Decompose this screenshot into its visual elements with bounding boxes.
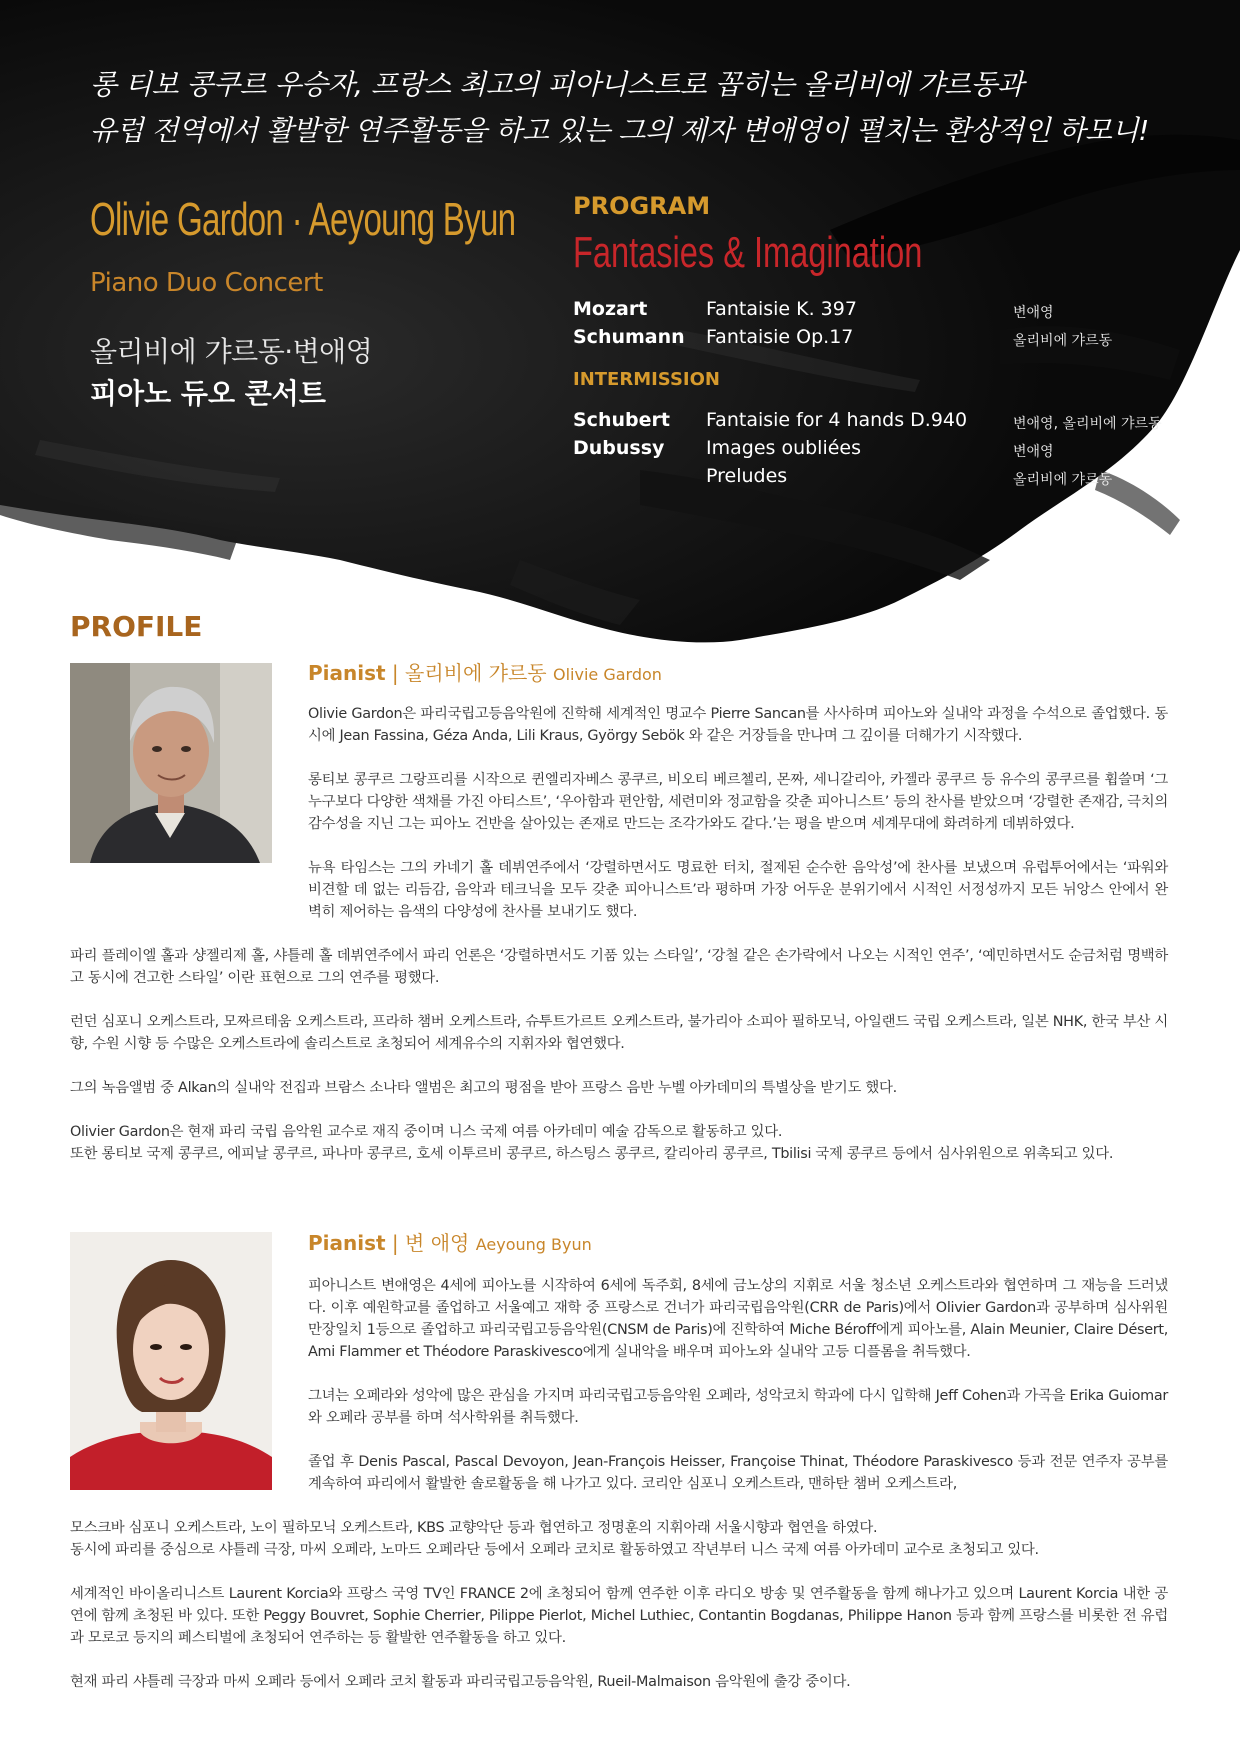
program-composer: Mozart <box>573 298 648 320</box>
program-title: Fantasies & Imagination <box>573 228 923 277</box>
gardon-bio-side <box>308 703 1168 923</box>
program-intermission: INTERMISSION <box>573 369 720 390</box>
program-performer: 올리비에 갸르동 <box>1013 333 1113 349</box>
byun-heading <box>308 1227 592 1256</box>
bio-paragraph: 그의 녹음앨범 중 Alkan의 실내악 전집과 브람스 소나타 앨범은 최고의 평점을 받아 프랑스 음반 누벨 아카데미의 특별상을 받기도 했다. <box>70 1080 897 1096</box>
gardon-heading <box>308 657 662 686</box>
bio-paragraph: 현재 파리 샤틀레 극장과 마씨 오페라 등에서 오페라 코치 활동과 파리국립고등음악원, Rueil-Malmaison 음악원에 출강 중이다. <box>70 1674 851 1690</box>
program-work: Images oubliées <box>706 437 862 459</box>
bio-paragraph: Olivier Gardon은 현재 파리 국립 음악원 교수로 재직 중이며 니스 국제 여름 아카데미 예술 감독으로 활동하고 있다. <box>70 1124 783 1140</box>
program-work: Fantaisie for 4 hands D.940 <box>706 409 968 431</box>
tagline <box>90 62 1149 154</box>
hero-banner <box>0 0 1240 660</box>
bio-paragraph: 그녀는 오페라와 성악에 많은 관심을 가지며 파리국립고등음악원 오페라, 성악코치 학과에 다시 입학해 Jeff Cohen과 가곡을 Erika Guiomar와 오페라 공부를 하며 석사학위를 취득했다. <box>308 1388 1168 1426</box>
bio-paragraph: 파리 플레이엘 홀과 샹젤리제 홀, 샤틀레 홀 데뷔연주에서 파리 언론은 ‘강렬하면서도 기품 있는 스타일’, ‘강철 같은 손가락에서 나오는 시적인 연주’, ‘예민하면서도 순금처럼 명백하고 동시에 견고한 스타일’ 이란 표현으로 그의 연주를 평했다. <box>70 948 1168 986</box>
gardon-role: Pianist <box>308 661 386 685</box>
program-work: Fantaisie K. 397 <box>706 298 857 320</box>
program-work: Fantaisie Op.17 <box>706 326 854 348</box>
bio-paragraph: 또한 롱티보 국제 콩쿠르, 에피날 콩쿠르, 파나마 콩쿠르, 호세 이투르비 콩쿠르, 하스팅스 콩쿠르, 칼리아리 콩쿠르, Tbilisi 국제 콩쿠르 등에서 심사위원으로 위촉되고 있다. <box>70 1146 1114 1162</box>
concert-title-en: Olivie Gardon · Aeyoung Byun <box>90 193 516 245</box>
bio-paragraph: 동시에 파리를 중심으로 샤틀레 극장, 마씨 오페라, 노마드 오페라단 등에서 오페라 코치로 활동하였고 작년부터 니스 국제 여름 아카데미 교수로 초청되고 있다. <box>70 1542 1039 1558</box>
program-performer: 변애영 <box>1013 444 1054 460</box>
bio-paragraph: 세계적인 바이올리니스트 Laurent Korcia와 프랑스 국영 TV인 FRANCE 2에 초청되어 함께 연주한 이후 라디오 방송 및 연주활동을 함께 해나가고 있으며 Laurent Korcia 내한 공연에 함께 초청된 바 있다. 또한 Peggy Bouvret, Sophie Cherrier, Pilippe Pierlot, Michel Luthiec, Contantin Bogdanas, Philippe Hanon 등과 함께 프랑스를 비롯한 전 유럽과 모로코 등지의 페스티벌에 초청되어 연주하는 등 활발한 연주활동을 하고 있다. <box>70 1586 1168 1646</box>
concert-subtitle-en: Piano Duo Concert <box>90 268 323 298</box>
heading-separator: | <box>385 1231 406 1255</box>
byun-bio-side <box>308 1275 1168 1495</box>
bio-paragraph: 모스크바 심포니 오케스트라, 노이 필하모닉 오케스트라, KBS 교향악단 등과 협연하고 정명훈의 지휘아래 서울시향과 협연을 하였다. <box>70 1520 878 1536</box>
program-performer: 올리비에 갸르동 <box>1013 472 1113 488</box>
tagline-line-2: 유럽 전역에서 활발한 연주활동을 하고 있는 그의 제자 변애영이 펼치는 환상적인 하모니! <box>90 114 1149 147</box>
heading-separator: | <box>385 661 406 685</box>
bio-paragraph: 롱티보 콩쿠르 그랑프리를 시작으로 퀸엘리자베스 콩쿠르, 비오티 베르첼리, 몬짜, 세니갈리아, 카젤라 콩쿠르 등 유수의 콩쿠르를 휩쓸며 ‘그 누구보다 다양한 색채를 가진 아티스트’, ‘우아함과 편안함, 세련미와 정교함을 갖춘 피아니스트’ 등의 찬사를 받았으며 ‘강렬한 존재감, 극치의 감수성을 지닌 그는 피아노 건반을 살아있는 존재로 만드는 조각가와도 같다.’는 평을 받으며 세계무대에 화려하게 데뷔하였다. <box>308 772 1168 832</box>
bio-paragraph: 피아니스트 변애영은 4세에 피아노를 시작하여 6세에 독주회, 8세에 금노상의 지휘로 서울 청소년 오케스트라와 협연하며 그 재능을 드러냈다. 이후 예원학교를 졸업하고 서울예고 재학 중 프랑스로 건너가 파리국립음악원(CRR de Paris)에서 Olivier Gardon과 공부하며 심사위원 만장일치 1등으로 졸업하고 파리국립고등음악원(CNSM de Paris)에 진학하여 Miche Béroff에게 피아노를, Alain Meunier, Claire Désert, Ami Flammer et Théodore Paraskivesco에게 실내악을 배우며 피아노와 실내악 고등 디플롬을 취득했다. <box>308 1278 1168 1360</box>
concert-subtitle-kr: 피아노 듀오 콘서트 <box>90 377 326 410</box>
program-work: Preludes <box>706 465 788 487</box>
byun-bio-full <box>70 1517 1168 1693</box>
program-composer: Dubussy <box>573 437 665 459</box>
bio-paragraph: 졸업 후 Denis Pascal, Pascal Devoyon, Jean-François Heisser, Françoise Thinat, Théodore Paraskivesco 등과 전문 연주자 공부를 계속하여 파리에서 활발한 솔로활동을 해 나가고 있다. 코리안 심포니 오케스트라, 맨하탄 챔버 오케스트라, <box>308 1454 1168 1492</box>
concert-title-kr: 올리비에 갸르동·변애영 <box>90 335 373 368</box>
byun-name-kr: 변 애영 <box>405 1231 476 1255</box>
program-composer: Schubert <box>573 409 670 431</box>
bio-paragraph: 런던 심포니 오케스트라, 모짜르테움 오케스트라, 프라하 챔버 오케스트라, 슈투트가르트 오케스트라, 불가리아 소피아 필하모닉, 아일랜드 국립 오케스트라, 일본 NHK, 한국 부산 시향, 수원 시향 등 수많은 오케스트라에 솔리스트로 초청되어 세계유수의 지휘자와 협연했다. <box>70 1014 1168 1052</box>
aeyoung-byun-photo <box>70 1232 272 1490</box>
byun-role: Pianist <box>308 1231 386 1255</box>
gardon-name-kr: 올리비에 갸르동 <box>405 661 553 685</box>
bio-paragraph: 뉴욕 타임스는 그의 카네기 홀 데뷔연주에서 ‘강렬하면서도 명료한 터치, 절제된 순수한 음악성’에 찬사를 보냈으며 유럽투어에서는 ‘파워와 비견할 데 없는 리듬감, 음악과 테크닉을 모두 갖춘 피아니스트’라 평하며 가장 어두운 분위기에서 시적인 서정성까지 모든 뉘앙스 안에서 완벽히 제어하는 음색의 다양성에 찬사를 보내기도 했다. <box>308 860 1168 920</box>
gardon-name-en: Olivie Gardon <box>553 665 662 684</box>
program-performer: 변애영, 올리비에 갸르동 <box>1013 416 1162 432</box>
tagline-line-1: 롱 티보 콩쿠르 우승자, 프랑스 최고의 피아니스트로 꼽히는 올리비에 갸르동과 <box>90 68 1024 101</box>
bio-paragraph: Olivie Gardon은 파리국립고등음악원에 진학해 세계적인 명교수 Pierre Sancan를 사사하며 피아노와 실내악 과정을 수석으로 졸업했다. 동시에 Jean Fassina, Géza Anda, Lili Kraus, György Sebök 와 같은 거장들을 만나며 그 깊이를 더해가기 시작했다. <box>308 706 1168 744</box>
byun-name-en: Aeyoung Byun <box>475 1235 592 1254</box>
program-heading: PROGRAM <box>573 192 711 220</box>
program-performer: 변애영 <box>1013 305 1054 321</box>
program-composer: Schumann <box>573 326 685 348</box>
olivier-gardon-photo <box>70 663 272 863</box>
profile-heading: PROFILE <box>70 610 203 643</box>
gardon-bio-full <box>70 945 1168 1165</box>
